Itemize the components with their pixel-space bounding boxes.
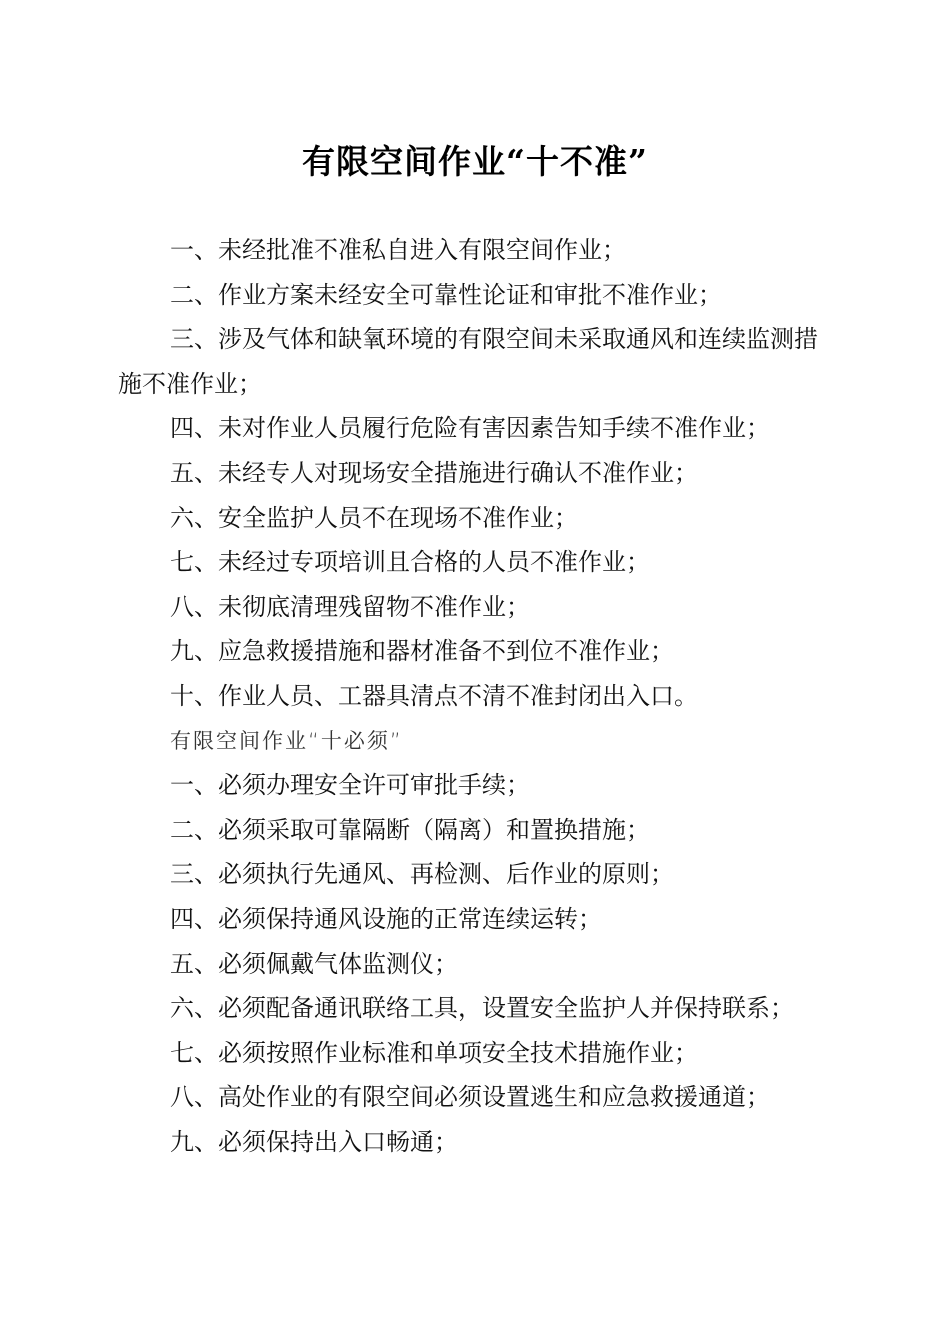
must-item-2: 二、必须采取可靠隔断（隔离）和置换措施； (170, 815, 650, 844)
must-item-8: 八、高处作业的有限空间必须设置逃生和应急救援通道； (170, 1083, 770, 1112)
rule-item-10: 十、作业人员、工器具清点不清不准封闭出入口。 (170, 681, 698, 710)
rule-item-5: 五、未经专人对现场安全措施进行确认不准作业； (170, 458, 698, 487)
must-item-3: 三、必须执行先通风、再检测、后作业的原则； (170, 860, 674, 889)
must-item-4: 四、必须保持通风设施的正常连续运转； (170, 904, 602, 933)
rule-item-4: 四、未对作业人员履行危险有害因素告知手续不准作业； (170, 414, 770, 443)
section-heading: 有限空间作业“十必须” (170, 728, 403, 753)
rule-item-2: 二、作业方案未经安全可靠性论证和审批不准作业； (170, 280, 722, 309)
must-item-9: 九、必须保持出入口畅通； (170, 1127, 458, 1156)
rule-item-6: 六、安全监护人员不在现场不准作业； (170, 503, 578, 532)
rule-item-3: 三、涉及气体和缺氧环境的有限空间未采取通风和连续监测措施不准作业； (118, 325, 818, 398)
must-item-5: 五、必须佩戴气体监测仪； (170, 949, 458, 978)
rule-item-1: 一、未经批准不准私自进入有限空间作业； (170, 236, 626, 264)
must-item-1: 一、必须办理安全许可审批手续； (170, 771, 530, 800)
rule-item-8: 八、未彻底清理残留物不准作业； (170, 592, 530, 621)
must-item-7: 七、必须按照作业标准和单项安全技术措施作业； (170, 1038, 698, 1067)
must-item-6: 六、必须配备通讯联络工具，设置安全监护人并保持联系； (170, 994, 794, 1023)
page-title: 有限空间作业“十不准” (302, 142, 648, 181)
document-body (118, 228, 830, 1164)
rule-item-7: 七、未经过专项培训且合格的人员不准作业； (170, 548, 650, 577)
rule-item-9: 九、应急救援措施和器材准备不到位不准作业； (170, 637, 674, 666)
